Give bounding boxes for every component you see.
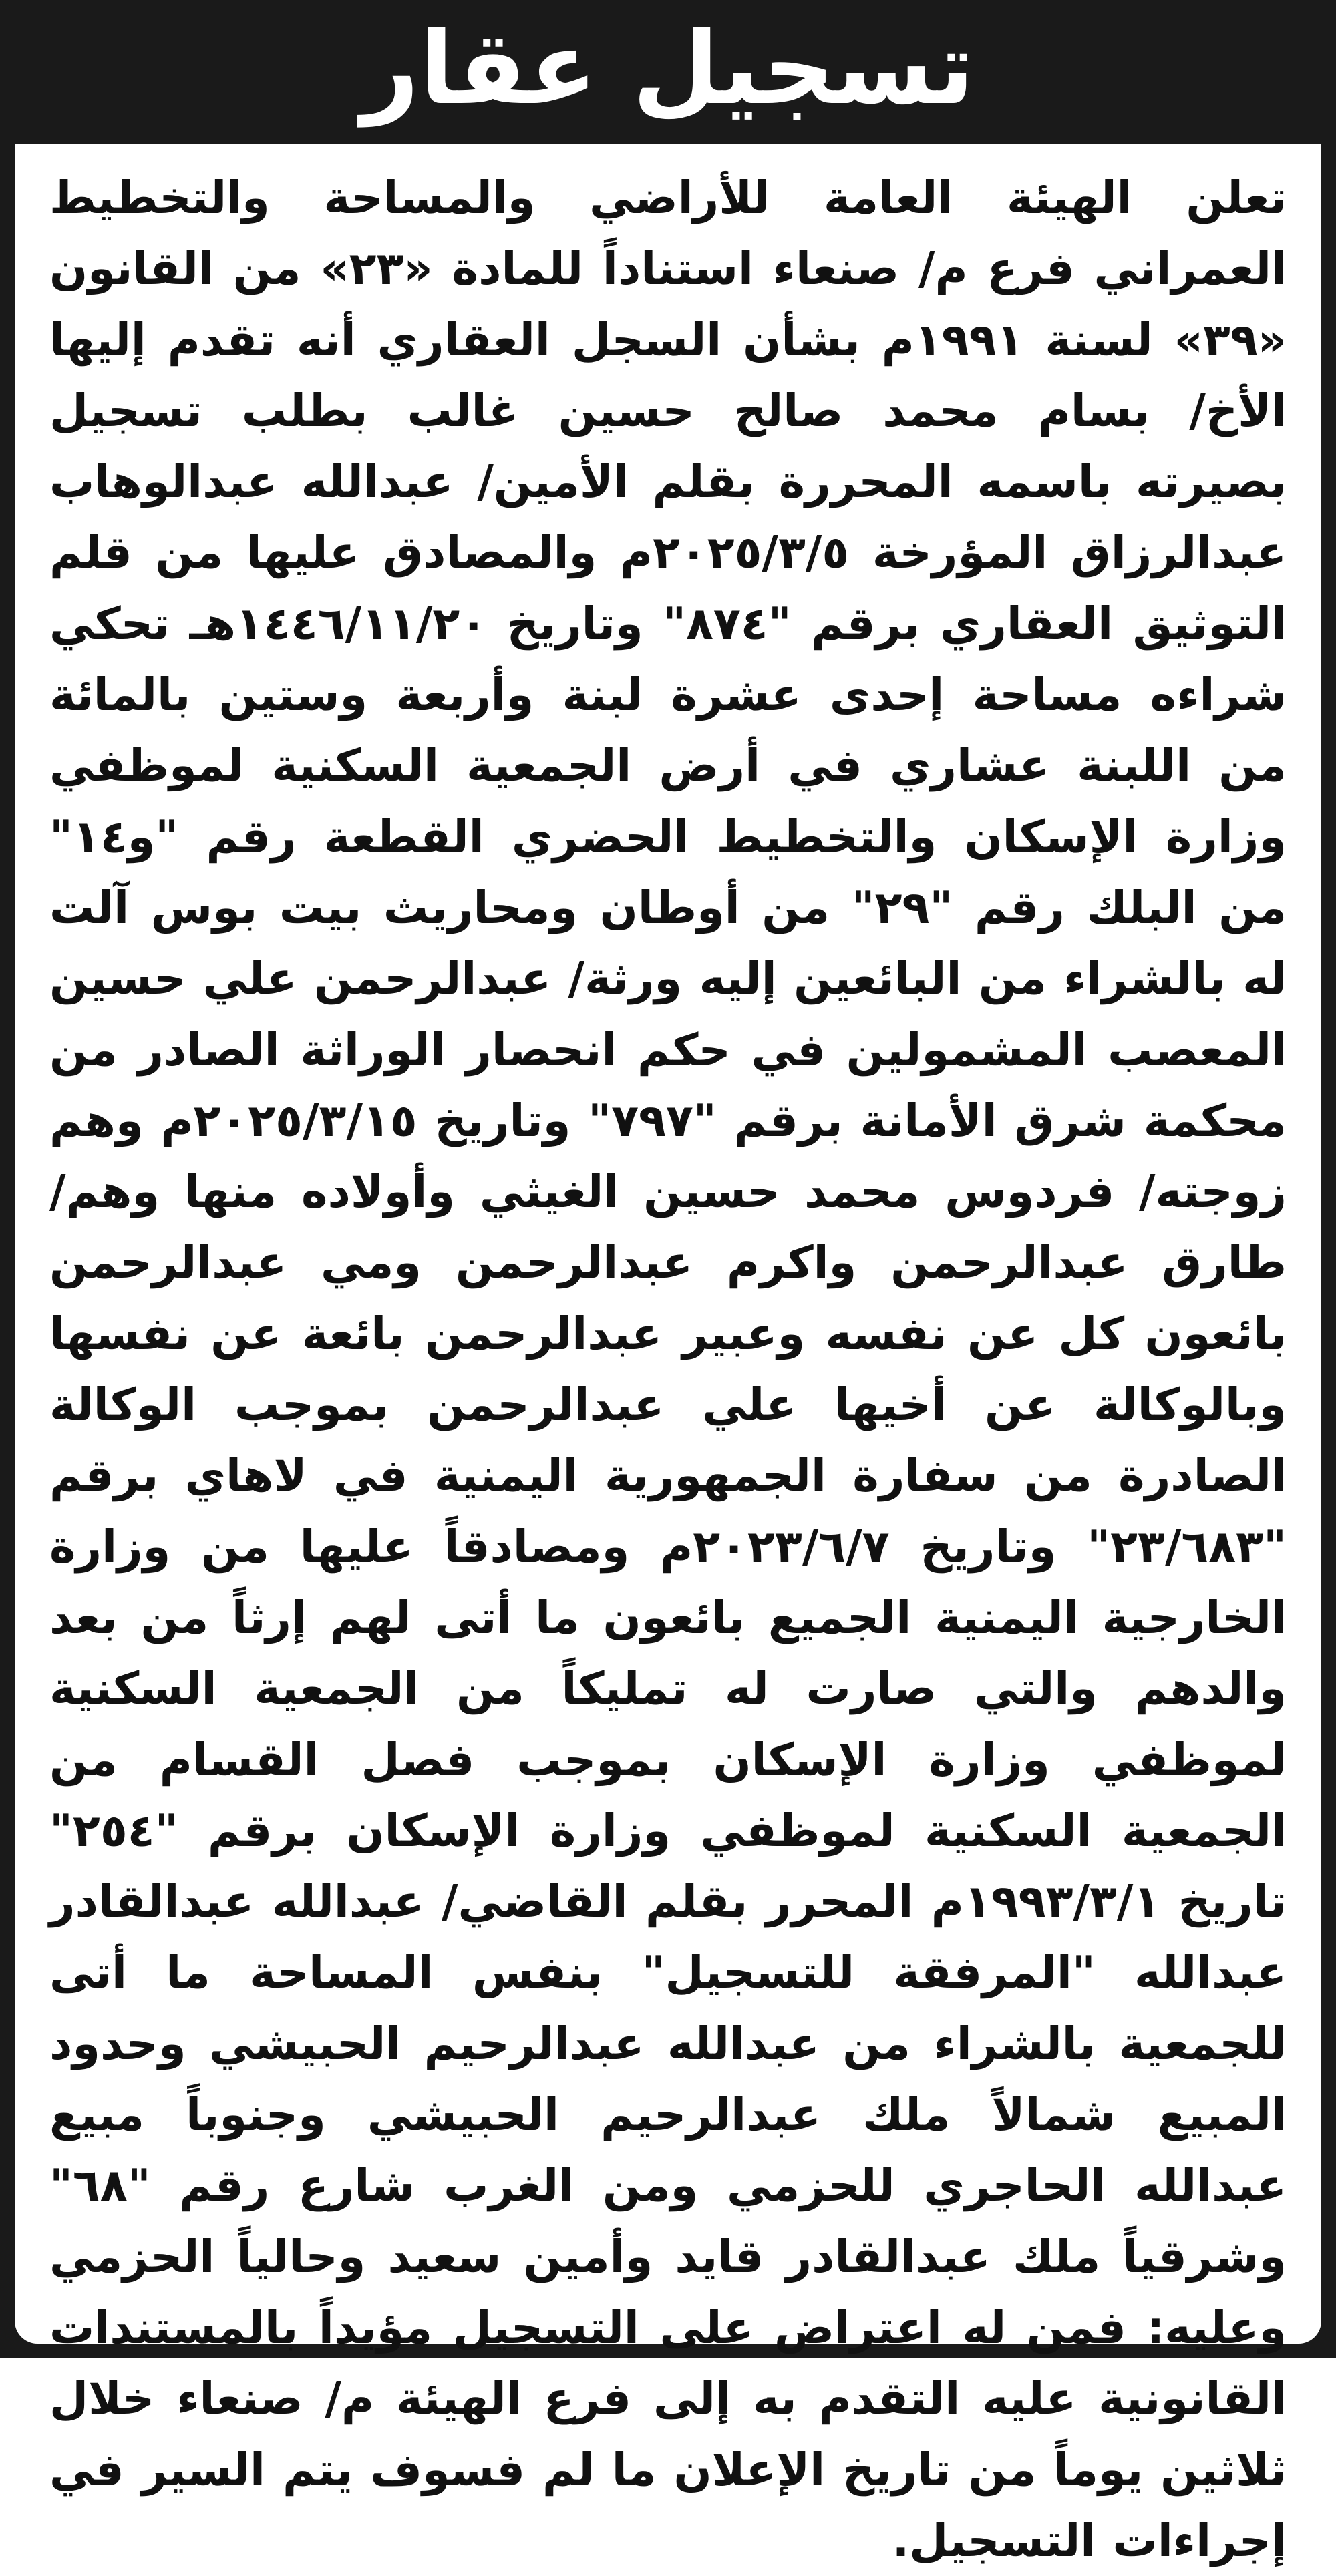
notice-body: تعلن الهيئة العامة للأراضي والمساحة والتخطيط العمراني فرع م/ صنعاء استناداً للمادة «٢٣» من القانون «٣٩» لسنة ١٩٩١م بشأن السجل العقاري أنه تقدم إليها الأخ/ بسام محمد صالح حسين غالب بطلب تسجيل بصيرته باسمه المحررة بقلم الأمين/ عبدالله عبدالوهاب عبدالرزاق المؤرخة ٢٠٢٥/٣/٥م والمصادق عليها من قلم التوثيق العقاري برقم "٨٧٤" وتاريخ ١٤٤٦/١١/٢٠هـ تحكي شراءه مساحة إحدى عشرة لبنة وأربعة وستين بالمائة من اللبنة عشاري في أرض الجمعية السكنية لموظفي وزارة الإسكان والتخطيط الحضري القطعة رقم "و١٤" من البلك رقم "٢٩" من أوطان ومحاريث بيت بوس آلت له بالشراء من البائعين إليه ورثة/ عبدالرحمن علي حسين المعصب المشمولين في حكم انحصار الوراثة الصادر من محكمة شرق الأمانة برقم "٧٩٧" وتاريخ ٢٠٢٥/٣/١٥م وهم زوجته/ فردوس محمد حسين الغيثي وأولاده منها وهم/ طارق عبدالرحمن واكرم عبدالرحمن ومي عبدالرحمن بائعون كل عن نفسه وعبير عبدالرحمن بائعة عن نفسها وبالوكالة عن أخيها علي عبدالرحمن بموجب الوكالة الصادرة من سفارة الجمهورية اليمنية في لاهاي برقم "٢٣/٦٨٣" وتاريخ ٢٠٢٣/٦/٧م ومصادقاً عليها من وزارة الخارجية اليمنية الجميع بائعون ما أتى لهم إرثاً من بعد والدهم والتي صارت له تمليكاً من الجمعية السكنية لموظفي وزارة الإسكان بموجب فصل القسام من الجمعية السكنية لموظفي وزارة الإسكان برقم "٢٥٤" تاريخ ١٩٩٣/٣/١م المحرر بقلم القاضي/ عبدالله عبدالقادر عبدالله "المرفقة للتسجيل" بنفس المساحة ما أتى للجمعية بالشراء من عبدالله عبدالرحيم الحبيشي وحدود المبيع شمالاً ملك عبدالرحيم الحبيشي وجنوباً مبيع عبدالله الحاجري للحزمي ومن الغرب شارع رقم "٦٨" وشرقياً ملك عبدالقادر قايد وأمين سعيد وحالياً الحزمي وعليه: فمن له اعتراض على التسجيل مؤيداً بالمستندات القانونية عليه التقدم به إلى فرع الهيئة م/ صنعاء خلال ثلاثين يوماً من تاريخ الإعلان ما لم فسوف يتم السير في إجراءات التسجيل. [49, 172, 1287, 2567]
notice-header [0, 0, 1336, 144]
notice-panel [15, 144, 1321, 2567]
notice-title: تسجيل عقار [361, 10, 975, 127]
